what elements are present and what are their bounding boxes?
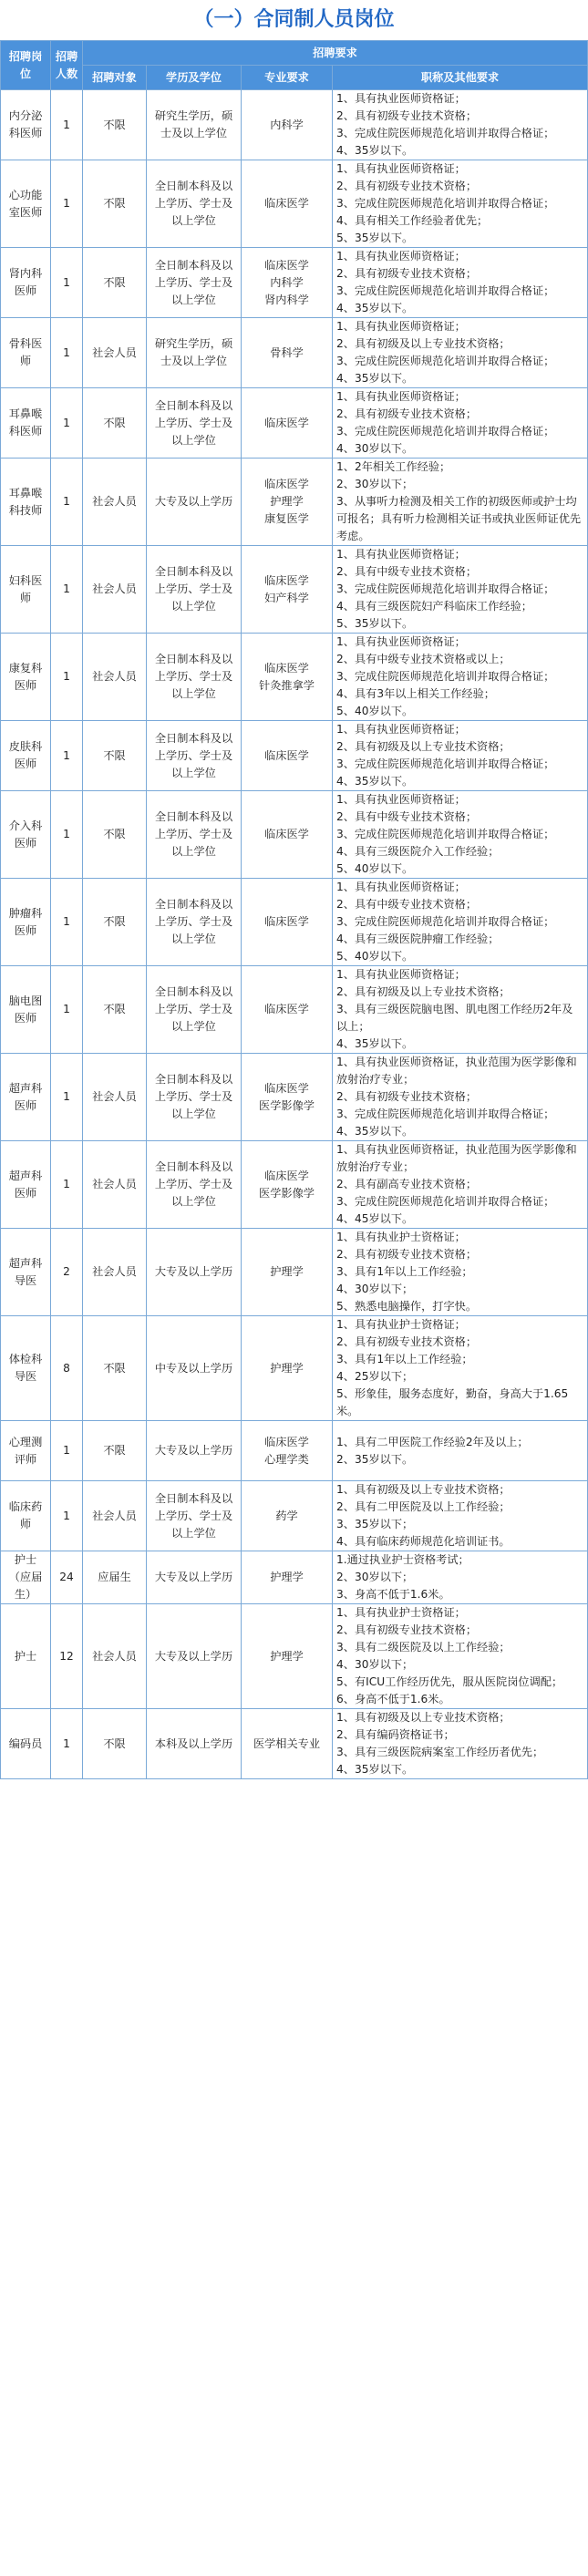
cell-count: 1 bbox=[51, 1054, 83, 1141]
table-row bbox=[1, 1551, 588, 1604]
header-major: 专业要求 bbox=[242, 66, 333, 90]
qualification-item: 2、具有初级专业技术资格； bbox=[336, 180, 478, 192]
cell-qualification bbox=[333, 966, 588, 1054]
cell-count: 12 bbox=[51, 1604, 83, 1709]
cell-qualification bbox=[333, 721, 588, 791]
cell-qualification bbox=[333, 1316, 588, 1421]
cell-position: 皮肤科医师 bbox=[1, 721, 51, 791]
qualification-item: 5、40岁以下。 bbox=[336, 950, 414, 963]
cell-education: 全日制本科及以上学历、学士及以上学位 bbox=[147, 1054, 242, 1141]
cell-education: 全日制本科及以上学历、学士及以上学位 bbox=[147, 1481, 242, 1551]
job-table bbox=[0, 40, 588, 1779]
cell-target: 社会人员 bbox=[83, 318, 147, 388]
qualification-item: 2、具有中级专业技术资格； bbox=[336, 565, 478, 578]
table-row bbox=[1, 318, 588, 388]
cell-position: 护士（应届生） bbox=[1, 1551, 51, 1604]
qualification-item: 1、具有初级及以上专业技术资格； bbox=[336, 1483, 511, 1496]
cell-education: 全日制本科及以上学历、学士及以上学位 bbox=[147, 248, 242, 318]
table-row bbox=[1, 1709, 588, 1779]
qualification-item: 2、具有中级专业技术资格； bbox=[336, 898, 478, 911]
cell-qualification bbox=[333, 388, 588, 459]
qualification-item: 3、完成住院医师规范化培训并取得合格证； bbox=[336, 1108, 555, 1120]
header-count: 招聘人数 bbox=[51, 41, 83, 90]
cell-qualification bbox=[333, 248, 588, 318]
cell-target: 社会人员 bbox=[83, 1481, 147, 1551]
cell-major: 临床医学 bbox=[242, 721, 333, 791]
qualification-item: 1、具有执业医师资格证，执业范围为医学影像和放射治疗专业； bbox=[336, 1056, 577, 1086]
qualification-item: 4、45岁以下。 bbox=[336, 1212, 414, 1225]
cell-target: 不限 bbox=[83, 879, 147, 966]
cell-count: 1 bbox=[51, 388, 83, 459]
cell-major: 医学相关专业 bbox=[242, 1709, 333, 1779]
table-row bbox=[1, 634, 588, 721]
cell-education: 大专及以上学历 bbox=[147, 1604, 242, 1709]
cell-target: 不限 bbox=[83, 966, 147, 1054]
table-row bbox=[1, 1421, 588, 1481]
qualification-item: 3、完成住院医师规范化培训并取得合格证； bbox=[336, 197, 555, 210]
cell-major: 临床医学 bbox=[242, 160, 333, 248]
header-position: 招聘岗位 bbox=[1, 41, 51, 90]
qualification-item: 4、35岁以下。 bbox=[336, 1125, 414, 1138]
qualification-item: 2、具有初级及以上专业技术资格； bbox=[336, 740, 511, 753]
cell-position: 骨科医师 bbox=[1, 318, 51, 388]
cell-major: 骨科学 bbox=[242, 318, 333, 388]
qualification-item: 4、35岁以下。 bbox=[336, 1037, 414, 1050]
table-row bbox=[1, 1054, 588, 1141]
qualification-item: 2、具有初级专业技术资格； bbox=[336, 1248, 478, 1261]
cell-position: 体检科导医 bbox=[1, 1316, 51, 1421]
cell-count: 1 bbox=[51, 248, 83, 318]
qualification-item: 1、具有执业医师资格证； bbox=[336, 92, 466, 105]
qualification-item: 4、具有相关工作经验者优先； bbox=[336, 214, 489, 227]
cell-count: 1 bbox=[51, 879, 83, 966]
qualification-item: 2、具有副高专业技术资格； bbox=[336, 1178, 478, 1190]
qualification-item: 4、35岁以下。 bbox=[336, 1763, 414, 1776]
cell-education: 研究生学历，硕士及以上学位 bbox=[147, 318, 242, 388]
cell-qualification bbox=[333, 1481, 588, 1551]
qualification-item: 1、具有执业医师资格证； bbox=[336, 162, 466, 175]
cell-target: 社会人员 bbox=[83, 459, 147, 546]
header-education: 学历及学位 bbox=[147, 66, 242, 90]
cell-major: 护理学 bbox=[242, 1229, 333, 1316]
cell-education: 全日制本科及以上学历、学士及以上学位 bbox=[147, 879, 242, 966]
cell-major: 内科学 bbox=[242, 90, 333, 160]
qualification-item: 4、35岁以下。 bbox=[336, 302, 414, 314]
cell-major: 药学 bbox=[242, 1481, 333, 1551]
qualification-item: 1、具有执业医师资格证； bbox=[336, 390, 466, 403]
cell-count: 1 bbox=[51, 791, 83, 879]
cell-count: 24 bbox=[51, 1551, 83, 1604]
qualification-item: 3、完成住院医师规范化培训并取得合格证； bbox=[336, 828, 555, 840]
qualification-item: 4、具有三级医院妇产科临床工作经验； bbox=[336, 600, 532, 613]
qualification-item: 6、身高不低于1.6米。 bbox=[336, 1693, 450, 1705]
cell-target: 应届生 bbox=[83, 1551, 147, 1604]
cell-position: 脑电图医师 bbox=[1, 966, 51, 1054]
cell-target: 不限 bbox=[83, 388, 147, 459]
cell-education: 全日制本科及以上学历、学士及以上学位 bbox=[147, 966, 242, 1054]
cell-education: 大专及以上学历 bbox=[147, 1421, 242, 1481]
cell-position: 肿瘤科医师 bbox=[1, 879, 51, 966]
qualification-item: 1、具有执业医师资格证； bbox=[336, 250, 466, 263]
qualification-item: 3、具有1年以上工作经验； bbox=[336, 1265, 473, 1278]
cell-major: 临床医学 bbox=[242, 388, 333, 459]
qualification-item: 2、具有初级专业技术资格； bbox=[336, 1090, 478, 1103]
qualification-item: 1、具有初级及以上专业技术资格； bbox=[336, 1711, 511, 1724]
cell-position: 编码员 bbox=[1, 1709, 51, 1779]
qualification-item: 2、具有初级专业技术资格； bbox=[336, 267, 478, 280]
qualification-item: 3、具有三级医院脑电图、肌电图工作经历2年及以上； bbox=[336, 1003, 573, 1033]
cell-position: 内分泌科医师 bbox=[1, 90, 51, 160]
qualification-item: 4、35岁以下。 bbox=[336, 775, 414, 788]
qualification-item: 2、30岁以下； bbox=[336, 1571, 414, 1583]
cell-target: 社会人员 bbox=[83, 1141, 147, 1229]
cell-target: 不限 bbox=[83, 160, 147, 248]
cell-target: 社会人员 bbox=[83, 1054, 147, 1141]
qualification-item: 2、具有初级专业技术资格； bbox=[336, 109, 478, 122]
cell-target: 社会人员 bbox=[83, 634, 147, 721]
table-row bbox=[1, 160, 588, 248]
qualification-item: 5、熟悉电脑操作，打字快。 bbox=[336, 1300, 478, 1313]
cell-count: 8 bbox=[51, 1316, 83, 1421]
page-title: （一）合同制人员岗位 bbox=[193, 8, 395, 31]
cell-qualification bbox=[333, 90, 588, 160]
table-row bbox=[1, 791, 588, 879]
cell-count: 1 bbox=[51, 721, 83, 791]
qualification-item: 1、具有执业医师资格证； bbox=[336, 548, 466, 561]
cell-count: 1 bbox=[51, 966, 83, 1054]
cell-qualification bbox=[333, 1551, 588, 1604]
qualification-item: 3、完成住院医师规范化培训并取得合格证； bbox=[336, 670, 555, 683]
cell-qualification bbox=[333, 1709, 588, 1779]
cell-education: 全日制本科及以上学历、学士及以上学位 bbox=[147, 388, 242, 459]
qualification-item: 2、具有初级专业技术资格； bbox=[336, 407, 478, 420]
cell-qualification bbox=[333, 318, 588, 388]
cell-major: 护理学 bbox=[242, 1316, 333, 1421]
table-row bbox=[1, 1229, 588, 1316]
cell-position: 妇科医师 bbox=[1, 546, 51, 634]
qualification-item: 5、35岁以下。 bbox=[336, 617, 414, 630]
qualification-item: 1.通过执业护士资格考试； bbox=[336, 1553, 469, 1566]
cell-qualification bbox=[333, 1421, 588, 1481]
table-row bbox=[1, 1316, 588, 1421]
cell-education: 大专及以上学历 bbox=[147, 1229, 242, 1316]
qualification-item: 3、完成住院医师规范化培训并取得合格证； bbox=[336, 355, 555, 367]
cell-position: 耳鼻喉科技师 bbox=[1, 459, 51, 546]
qualification-item: 2、具有二甲医院及以上工作经验； bbox=[336, 1500, 511, 1513]
table-row bbox=[1, 388, 588, 459]
cell-target: 不限 bbox=[83, 1709, 147, 1779]
qualification-item: 3、完成住院医师规范化培训并取得合格证； bbox=[336, 425, 555, 438]
table-row bbox=[1, 459, 588, 546]
qualification-item: 4、35岁以下。 bbox=[336, 144, 414, 157]
cell-count: 1 bbox=[51, 1141, 83, 1229]
cell-position: 康复科医师 bbox=[1, 634, 51, 721]
table-row bbox=[1, 1141, 588, 1229]
cell-count: 1 bbox=[51, 634, 83, 721]
qualification-item: 2、具有初级及以上专业技术资格； bbox=[336, 337, 511, 350]
qualification-item: 3、具有1年以上工作经验； bbox=[336, 1353, 473, 1365]
cell-major: 临床医学 bbox=[242, 791, 333, 879]
qualification-item: 1、具有执业医师资格证； bbox=[336, 635, 466, 648]
cell-target: 不限 bbox=[83, 1316, 147, 1421]
table-row bbox=[1, 546, 588, 634]
qualification-item: 3、完成住院医师规范化培训并取得合格证； bbox=[336, 284, 555, 297]
cell-target: 社会人员 bbox=[83, 546, 147, 634]
table-row bbox=[1, 966, 588, 1054]
cell-position: 临床药师 bbox=[1, 1481, 51, 1551]
header-qualification: 职称及其他要求 bbox=[333, 66, 588, 90]
qualification-item: 1、具有执业护士资格证； bbox=[336, 1231, 466, 1243]
cell-major: 临床医学 针灸推拿学 bbox=[242, 634, 333, 721]
qualification-item: 4、30岁以下； bbox=[336, 1283, 414, 1295]
qualification-item: 3、完成住院医师规范化培训并取得合格证； bbox=[336, 915, 555, 928]
cell-target: 不限 bbox=[83, 90, 147, 160]
qualification-item: 4、具有3年以上相关工作经验； bbox=[336, 687, 495, 700]
cell-education: 大专及以上学历 bbox=[147, 459, 242, 546]
qualification-item: 3、完成住院医师规范化培训并取得合格证； bbox=[336, 582, 555, 595]
cell-qualification bbox=[333, 634, 588, 721]
cell-position: 心理测评师 bbox=[1, 1421, 51, 1481]
cell-major: 临床医学 心理学类 bbox=[242, 1421, 333, 1481]
cell-target: 社会人员 bbox=[83, 1229, 147, 1316]
qualification-item: 5、形象佳，服务态度好，勤奋，身高大于1.65米。 bbox=[336, 1387, 569, 1417]
qualification-item: 4、具有三级医院肿瘤工作经验； bbox=[336, 933, 500, 945]
cell-position: 超声科医师 bbox=[1, 1141, 51, 1229]
header-requirements: 招聘要求 bbox=[83, 41, 588, 66]
cell-major: 护理学 bbox=[242, 1551, 333, 1604]
cell-qualification bbox=[333, 791, 588, 879]
qualification-item: 1、具有执业医师资格证； bbox=[336, 320, 466, 333]
qualification-item: 2、具有编码资格证书； bbox=[336, 1728, 455, 1741]
qualification-item: 4、30岁以下。 bbox=[336, 442, 414, 455]
qualification-item: 3、身高不低于1.6米。 bbox=[336, 1588, 450, 1601]
table-row bbox=[1, 90, 588, 160]
header-target: 招聘对象 bbox=[83, 66, 147, 90]
qualification-item: 1、具有执业医师资格证； bbox=[336, 723, 466, 736]
cell-major: 临床医学 bbox=[242, 966, 333, 1054]
qualification-item: 1、具有执业护士资格证； bbox=[336, 1606, 466, 1619]
cell-target: 社会人员 bbox=[83, 1604, 147, 1709]
table-row bbox=[1, 879, 588, 966]
table-row bbox=[1, 721, 588, 791]
cell-education: 中专及以上学历 bbox=[147, 1316, 242, 1421]
cell-position: 护士 bbox=[1, 1604, 51, 1709]
cell-target: 不限 bbox=[83, 1421, 147, 1481]
cell-major: 临床医学 bbox=[242, 879, 333, 966]
cell-qualification bbox=[333, 1604, 588, 1709]
cell-target: 不限 bbox=[83, 721, 147, 791]
cell-major: 护理学 bbox=[242, 1604, 333, 1709]
cell-major: 临床医学 医学影像学 bbox=[242, 1054, 333, 1141]
cell-qualification bbox=[333, 879, 588, 966]
qualification-item: 4、具有三级医院介入工作经验； bbox=[336, 845, 500, 858]
cell-education: 全日制本科及以上学历、学士及以上学位 bbox=[147, 160, 242, 248]
qualification-item: 1、具有执业医师资格证； bbox=[336, 881, 466, 893]
qualification-item: 3、完成住院医师规范化培训并取得合格证； bbox=[336, 757, 555, 770]
cell-qualification bbox=[333, 459, 588, 546]
cell-position: 超声科医师 bbox=[1, 1054, 51, 1141]
cell-major: 临床医学 内科学 肾内科学 bbox=[242, 248, 333, 318]
cell-count: 1 bbox=[51, 90, 83, 160]
qualification-item: 1、具有执业医师资格证； bbox=[336, 968, 466, 981]
qualification-item: 2、具有中级专业技术资格或以上； bbox=[336, 653, 511, 665]
qualification-item: 4、25岁以下； bbox=[336, 1370, 414, 1383]
qualification-item: 5、40岁以下。 bbox=[336, 862, 414, 875]
qualification-item: 2、具有初级专业技术资格； bbox=[336, 1335, 478, 1348]
qualification-item: 4、具有临床药师规范化培训证书。 bbox=[336, 1535, 511, 1548]
cell-education: 全日制本科及以上学历、学士及以上学位 bbox=[147, 791, 242, 879]
cell-qualification bbox=[333, 1141, 588, 1229]
cell-major: 临床医学 医学影像学 bbox=[242, 1141, 333, 1229]
qualification-item: 5、35岁以下。 bbox=[336, 232, 414, 244]
cell-education: 大专及以上学历 bbox=[147, 1551, 242, 1604]
cell-education: 全日制本科及以上学历、学士及以上学位 bbox=[147, 721, 242, 791]
table-row bbox=[1, 1481, 588, 1551]
cell-qualification bbox=[333, 160, 588, 248]
qualification-item: 1、具有执业医师资格证； bbox=[336, 793, 466, 806]
cell-count: 1 bbox=[51, 318, 83, 388]
qualification-item: 2、具有初级专业技术资格； bbox=[336, 1623, 478, 1636]
cell-major: 临床医学 护理学 康复医学 bbox=[242, 459, 333, 546]
qualification-item: 3、从事听力检测及相关工作的初级医师或护士均可报名；具有听力检测相关证书或执业医师证优先考虑。 bbox=[336, 495, 582, 542]
qualification-item: 2、具有初级及以上专业技术资格； bbox=[336, 985, 511, 998]
qualification-item: 2、具有中级专业技术资格； bbox=[336, 810, 478, 823]
qualification-item: 3、完成住院医师规范化培训并取得合格证； bbox=[336, 127, 555, 139]
qualification-item: 3、具有二级医院及以上工作经验； bbox=[336, 1641, 511, 1654]
cell-target: 不限 bbox=[83, 791, 147, 879]
qualification-item: 4、35岁以下。 bbox=[336, 372, 414, 385]
cell-qualification bbox=[333, 1054, 588, 1141]
qualification-item: 3、35岁以下； bbox=[336, 1518, 414, 1530]
qualification-item: 3、具有三级医院病案室工作经历者优先； bbox=[336, 1746, 544, 1758]
cell-count: 1 bbox=[51, 1481, 83, 1551]
cell-position: 耳鼻喉科医师 bbox=[1, 388, 51, 459]
cell-qualification bbox=[333, 546, 588, 634]
cell-count: 1 bbox=[51, 1709, 83, 1779]
qualification-item: 1、2年相关工作经验； bbox=[336, 460, 451, 473]
qualification-item: 1、具有二甲医院工作经验2年及以上； bbox=[336, 1435, 529, 1448]
qualification-item: 4、30岁以下； bbox=[336, 1658, 414, 1671]
cell-major: 临床医学 妇产科学 bbox=[242, 546, 333, 634]
cell-education: 全日制本科及以上学历、学士及以上学位 bbox=[147, 634, 242, 721]
cell-count: 1 bbox=[51, 1421, 83, 1481]
cell-count: 1 bbox=[51, 160, 83, 248]
cell-education: 全日制本科及以上学历、学士及以上学位 bbox=[147, 1141, 242, 1229]
cell-education: 研究生学历，硕士及以上学位 bbox=[147, 90, 242, 160]
cell-education: 本科及以上学历 bbox=[147, 1709, 242, 1779]
cell-count: 1 bbox=[51, 546, 83, 634]
cell-position: 肾内科医师 bbox=[1, 248, 51, 318]
qualification-item: 1、具有执业医师资格证，执业范围为医学影像和放射治疗专业； bbox=[336, 1143, 577, 1173]
table-row bbox=[1, 248, 588, 318]
table-row bbox=[1, 1604, 588, 1709]
cell-qualification bbox=[333, 1229, 588, 1316]
cell-position: 介入科医师 bbox=[1, 791, 51, 879]
cell-position: 超声科导医 bbox=[1, 1229, 51, 1316]
qualification-item: 3、完成住院医师规范化培训并取得合格证； bbox=[336, 1195, 555, 1208]
cell-education: 全日制本科及以上学历、学士及以上学位 bbox=[147, 546, 242, 634]
qualification-item: 1、具有执业护士资格证； bbox=[336, 1318, 466, 1331]
cell-count: 2 bbox=[51, 1229, 83, 1316]
cell-position: 心功能室医师 bbox=[1, 160, 51, 248]
cell-target: 不限 bbox=[83, 248, 147, 318]
qualification-item: 5、有ICU工作经历优先，服从医院岗位调配； bbox=[336, 1675, 563, 1688]
cell-count: 1 bbox=[51, 459, 83, 546]
qualification-item: 5、40岁以下。 bbox=[336, 705, 414, 717]
qualification-item: 2、35岁以下。 bbox=[336, 1452, 414, 1466]
qualification-item: 2、30岁以下； bbox=[336, 478, 414, 490]
